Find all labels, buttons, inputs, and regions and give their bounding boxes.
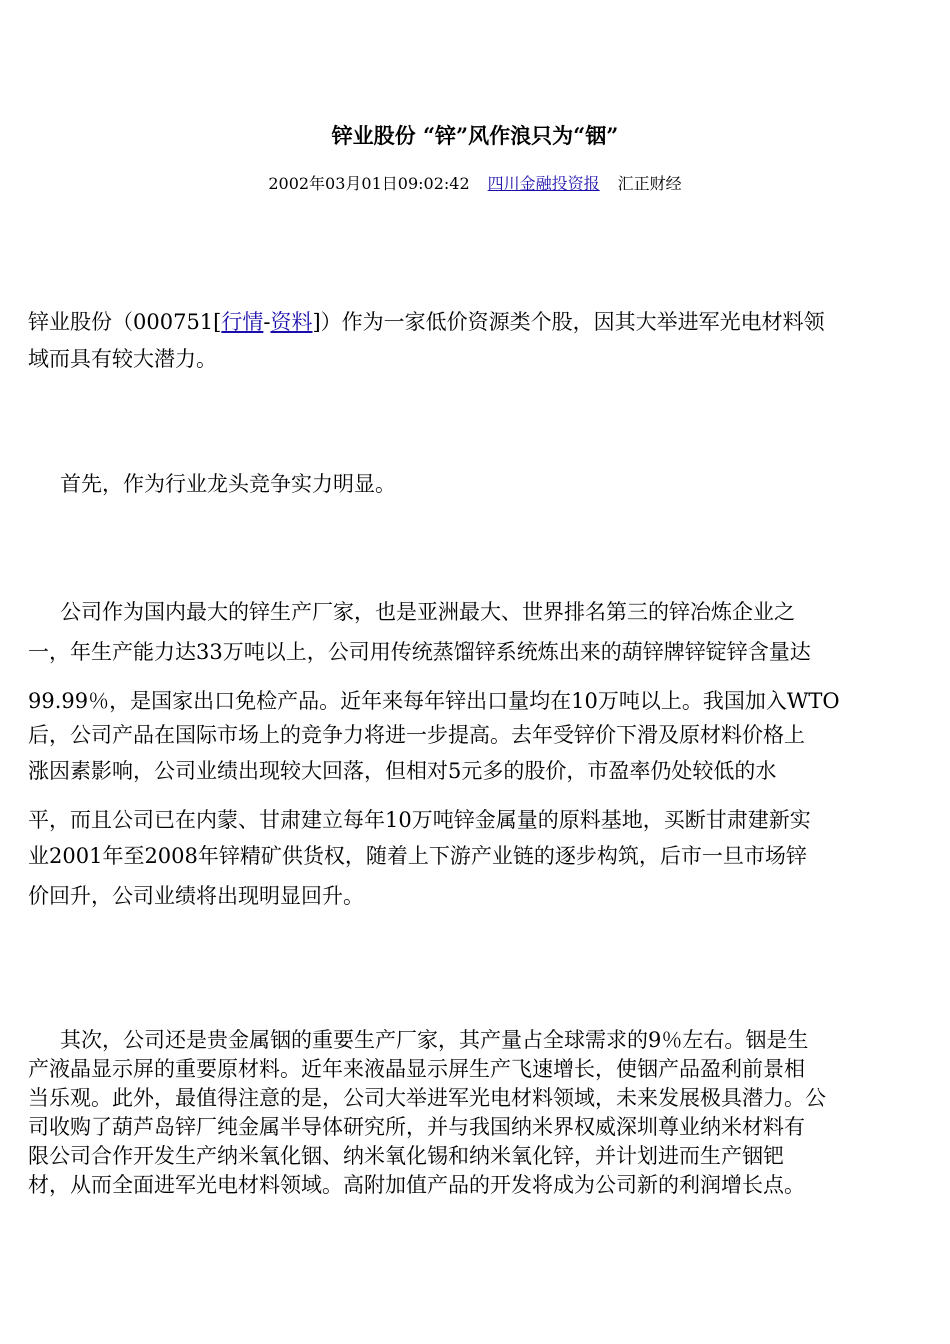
zinc-line-3: 99.99％，是国家出口免检产品。近年来每年锌出口量均在10万吨以上。我国加入WTO <box>28 689 840 713</box>
paragraph-intro <box>28 304 922 378</box>
zinc-line-1-text: 公司作为国内最大的锌生产厂家，也是亚洲最大、世界排名第三的锌冶炼企业之 <box>60 600 795 624</box>
source-outlet: 汇正财经 <box>617 174 682 193</box>
zinc-line-1 <box>28 592 922 632</box>
article-title: 锌业股份 “锌”风作浪只为“铟” <box>331 123 619 148</box>
indium-line-2: 产液晶显示屏的重要原材料。近年来液晶显示屏生产飞速增长，使铟产品盈利前景相 <box>28 1057 805 1081</box>
zinc-line-2: 一，年生产能力达33万吨以上，公司用传统蒸馏锌系统炼出来的葫锌牌锌锭锌含量达 <box>28 640 811 664</box>
article-meta <box>0 172 950 196</box>
paragraph-zinc-business <box>28 592 922 916</box>
indium-line-1 <box>28 1026 922 1055</box>
zinc-line-6: 平，而且公司已在内蒙、甘肃建立每年10万吨锌金属量的原料基地，买断甘肃建新实 <box>28 808 811 832</box>
zinc-line-8: 价回升，公司业绩将出现明显回升。 <box>28 884 364 908</box>
link-separator: - <box>263 310 271 334</box>
intro-prefix: 锌业股份（000751[ <box>28 310 222 334</box>
quote-link[interactable]: 行情 <box>221 310 264 334</box>
paragraph-indium-business <box>28 1026 922 1200</box>
publish-date: 2002年03月01日09:02:42 <box>268 174 470 193</box>
paragraph-first-point <box>28 467 922 501</box>
intro-line-2: 域而具有较大潜力。 <box>28 347 217 371</box>
first-point-line <box>28 467 922 501</box>
indium-line-4: 司收购了葫芦岛锌厂纯金属半导体研究所，并与我国纳米界权威深圳尊业纳米材料有 <box>28 1115 805 1139</box>
intro-line-1 <box>28 304 922 341</box>
indium-line-5: 限公司合作开发生产纳米氧化铟、纳米氧化锡和纳米氧化锌，并计划进而生产铟钯 <box>28 1144 784 1168</box>
zinc-line-4: 后，公司产品在国际市场上的竞争力将进一步提高。去年受锌价下滑及原材料价格上 <box>28 723 805 747</box>
first-point-text: 首先，作为行业龙头竞争实力明显。 <box>60 472 396 496</box>
intro-suffix: ]）作为一家低价资源类个股，因其大举进军光电材料领 <box>312 310 825 334</box>
zinc-line-7: 业2001年至2008年锌精矿供货权，随着上下游产业链的逐步构筑，后市一旦市场锌 <box>28 844 807 868</box>
info-link[interactable]: 资料 <box>270 310 313 334</box>
indium-line-6: 材，从而全面进军光电材料领域。高附加值产品的开发将成为公司新的利润增长点。 <box>28 1173 805 1197</box>
source-link[interactable]: 四川金融投资报 <box>487 174 600 193</box>
indium-line-1-text: 其次，公司还是贵金属铟的重要生产厂家，其产量占全球需求的9％左右。铟是生 <box>60 1028 809 1052</box>
indium-line-3: 当乐观。此外，最值得注意的是，公司大举进军光电材料领域，未来发展极具潜力。公 <box>28 1086 826 1110</box>
zinc-line-5: 涨因素影响，公司业绩出现较大回落，但相对5元多的股价，市盈率仍处较低的水 <box>28 759 777 783</box>
